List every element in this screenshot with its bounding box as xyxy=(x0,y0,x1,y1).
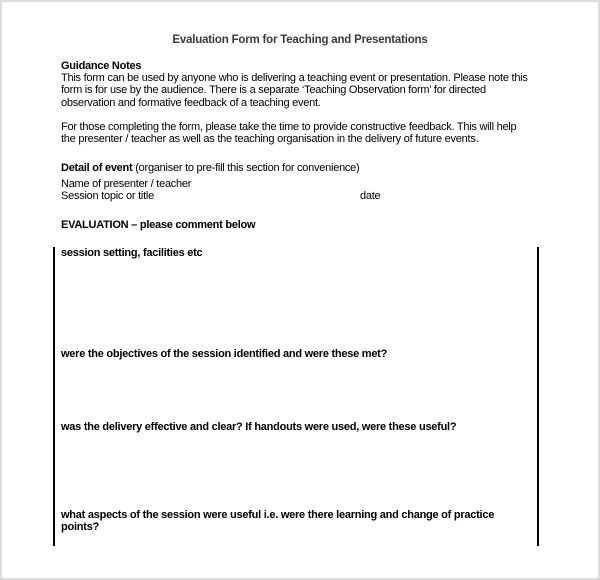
document-title: Evaluation Form for Teaching and Presentations xyxy=(172,34,428,46)
presenter-name-label: Name of presenter / teacher xyxy=(61,178,192,190)
guidance-line-5: the presenter / teacher as well as the teaching organisation in the delivery of future events. xyxy=(61,133,479,145)
guidance-line-4: For those completing the form, please take the time to provide constructive feedback. This will help xyxy=(61,121,517,133)
evaluation-table-right-border xyxy=(537,247,539,546)
question-session-setting: session setting, facilities etc xyxy=(61,247,203,259)
question-useful-aspects: what aspects of the session were useful i.e. were there learning and change of practice xyxy=(61,509,495,521)
evaluation-table-left-border xyxy=(53,247,55,546)
detail-of-event xyxy=(61,162,359,175)
guidance-line-3: observation and formative feedback of a teaching event. xyxy=(61,97,321,109)
detail-note: (organiser to pre-fill this section for convenience) xyxy=(132,162,360,174)
session-topic-label: Session topic or title xyxy=(61,190,154,202)
evaluation-heading: EVALUATION – please comment below xyxy=(61,219,256,231)
detail-heading: Detail of event xyxy=(61,162,133,174)
guidance-line-2: form is for use by the audience. There is a separate ‘Teaching Observation form’ for directed xyxy=(61,84,486,96)
guidance-line-1: This form can be used by anyone who is delivering a teaching event or presentation. Please note this xyxy=(61,72,528,84)
question-delivery: was the delivery effective and clear? If handouts were used, were these useful? xyxy=(61,421,457,433)
question-objectives: were the objectives of the session identified and were these met? xyxy=(61,348,388,360)
date-label: date xyxy=(360,190,381,202)
guidance-heading: Guidance Notes xyxy=(61,60,142,72)
question-useful-aspects-cont: points? xyxy=(61,521,99,533)
